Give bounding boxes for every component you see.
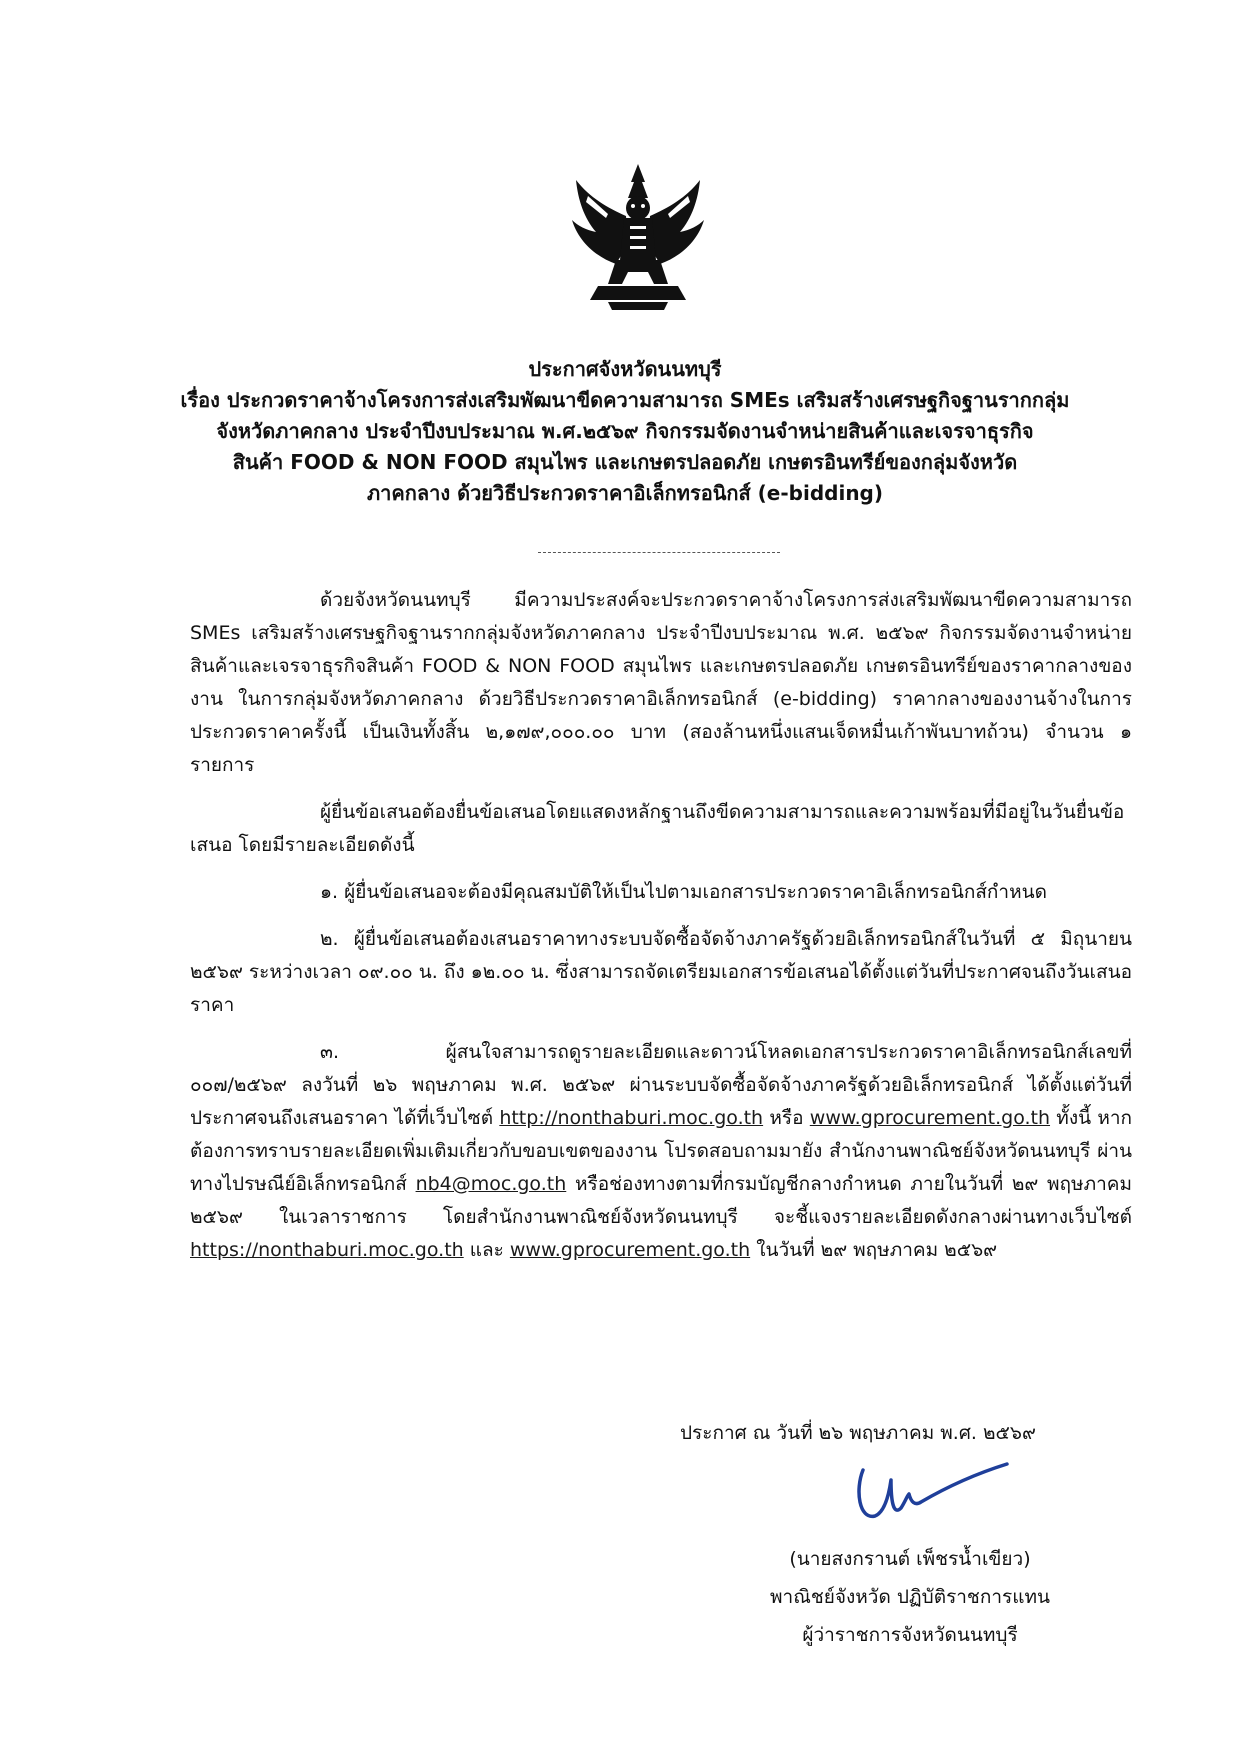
- signer-name: (นายสงกรานต์ เพ็ชรน้ำเขียว): [789, 1548, 1031, 1570]
- announcement-body: [190, 584, 1132, 1281]
- item3-text-a: ๓. ผู้สนใจสามารถดูรายละเอียดและดาวน์โหลดเอกสารประกวดราคาอิเล็กทรอนิกส์เลขที่ ๐๐๗/๒๕๖๙ ลงวันที่ ๒๖ พฤษภาคม พ.ศ. ๒๕๖๙ ผ่านระบบจัดซื้อจัดจ้างภาครัฐด้วยอิเล็กทรอนิกส์ ได้ตั้งแต่วันที่ประกาศจนถึงเสนอราคา ได้ที่เว็บไซต์: [190, 1041, 1132, 1129]
- title-line-3: จังหวัดภาคกลาง ประจำปีงบประมาณ พ.ศ.๒๕๖๙ กิจกรรมจัดงานจำหน่ายสินค้าและเจรจาธุรกิจ: [216, 419, 1034, 443]
- title-line-4: สินค้า FOOD & NON FOOD สมุนไพร และเกษตรปลอดภัย เกษตรอินทรีย์ของกลุ่มจังหวัด: [232, 450, 1018, 474]
- signer-authority: ผู้ว่าราชการจังหวัดนนทบุรี: [802, 1624, 1018, 1646]
- item3-text-b: หรือ: [769, 1107, 804, 1129]
- title-divider: [538, 552, 780, 553]
- link-email[interactable]: nb4@moc.go.th: [415, 1173, 567, 1195]
- announcement-date: ประกาศ ณ วันที่ ๒๖ พฤษภาคม พ.ศ. ๒๕๖๙: [680, 1422, 1036, 1444]
- title-line-2: เรื่อง ประกวดราคาจ้างโครงการส่งเสริมพัฒนาขีดความสามารถ SMEs เสริมสร้างเศรษฐกิจฐานรากกลุ่ม: [180, 388, 1070, 412]
- link-nonthaburi-moc-https[interactable]: https://nonthaburi.moc.go.th: [190, 1239, 464, 1261]
- signer-position: พาณิชย์จังหวัด ปฏิบัติราชการแทน: [770, 1586, 1050, 1608]
- link-gprocurement-2[interactable]: www.gprocurement.go.th: [509, 1239, 751, 1261]
- announcement-title: [150, 354, 1100, 509]
- signer-block: [650, 1540, 1170, 1654]
- paragraph-requirements: ผู้ยื่นข้อเสนอต้องยื่นข้อเสนอโดยแสดงหลักฐานถึงขีดความสามารถและความพร้อมที่มีอยู่ในวันยื่นข้อเสนอ โดยมีรายละเอียดดังนี้: [190, 801, 1125, 856]
- paragraph-intro: ด้วยจังหวัดนนทบุรี มีความประสงค์จะประกวดราคาจ้างโครงการส่งเสริมพัฒนาขีดความสามารถ SMEs เสริมสร้างเศรษฐกิจฐานรากกลุ่มจังหวัดภาคกลาง ประจำปีงบประมาณ พ.ศ. ๒๕๖๙ กิจกรรมจัดงานจำหน่ายสินค้าและเจรจาธุรกิจสินค้า FOOD & NON FOOD สมุนไพร และเกษตรปลอดภัย เกษตรอินทรีย์ของราคากลางของงาน ในการกลุ่มจังหวัดภาคกลาง ด้วยวิธีประกวดราคาอิเล็กทรอนิกส์ (e-bidding) ราคากลางของงานจ้างในการประกวดราคาครั้งนี้ เป็นเงินทั้งสิ้น ๒,๑๗๙,๐๐๐.๐๐ บาท (สองล้านหนึ่งแสนเจ็ดหมื่นเก้าพันบาทถ้วน) จำนวน ๑ รายการ: [190, 589, 1132, 776]
- link-gprocurement[interactable]: www.gprocurement.go.th: [809, 1107, 1051, 1129]
- item3-text-c: ทั้งนี้ หากต้องการทราบรายละเอียดเพิ่มเติมเกี่ยวกับขอบเขตของงาน โปรดสอบถามมายัง สำนักงานพาณิชย์จังหวัดนนทบุรี ผ่านทางไปรษณีย์อิเล็กทรอนิกส์: [190, 1107, 1133, 1195]
- title-line-5: ภาคกลาง ด้วยวิธีประกวดราคาอิเล็กทรอนิกส์ (e-bidding): [366, 481, 884, 505]
- item3-text-d: หรือช่องทางตามที่กรมบัญชีกลางกำหนด ภายในวันที่ ๒๙ พฤษภาคม ๒๕๖๙ ในเวลาราชการ โดยสำนักงานพาณิชย์จังหวัดนนทบุรี จะชี้แจงรายละเอียดดังกลางผ่านทางเว็บไซต์: [190, 1173, 1132, 1228]
- link-nonthaburi-moc[interactable]: http://nonthaburi.moc.go.th: [499, 1107, 764, 1129]
- requirement-item-1: ๑. ผู้ยื่นข้อเสนอจะต้องมีคุณสมบัติให้เป็นไปตามเอกสารประกวดราคาอิเล็กทรอนิกส์กำหนด: [320, 881, 1047, 903]
- item3-text-e: และ: [469, 1239, 504, 1261]
- requirement-item-2: ๒. ผู้ยื่นข้อเสนอต้องเสนอราคาทางระบบจัดซื้อจัดจ้างภาครัฐด้วยอิเล็กทรอนิกส์ในวันที่ ๕ มิถุนายน ๒๕๖๙ ระหว่างเวลา ๐๙.๐๐ น. ถึง ๑๒.๐๐ น. ซึ่งสามารถจัดเตรียมเอกสารข้อเสนอได้ตั้งแต่วันที่ประกาศจนถึงวันเสนอราคา: [190, 928, 1132, 1016]
- garuda-emblem-icon: [568, 160, 708, 330]
- item3-text-f: ในวันที่ ๒๙ พฤษภาคม ๒๕๖๙: [756, 1239, 998, 1261]
- handwritten-signature-icon: [845, 1450, 1015, 1540]
- title-line-1: ประกาศจังหวัดนนทบุรี: [528, 357, 722, 381]
- requirement-item-3: [190, 1036, 1132, 1267]
